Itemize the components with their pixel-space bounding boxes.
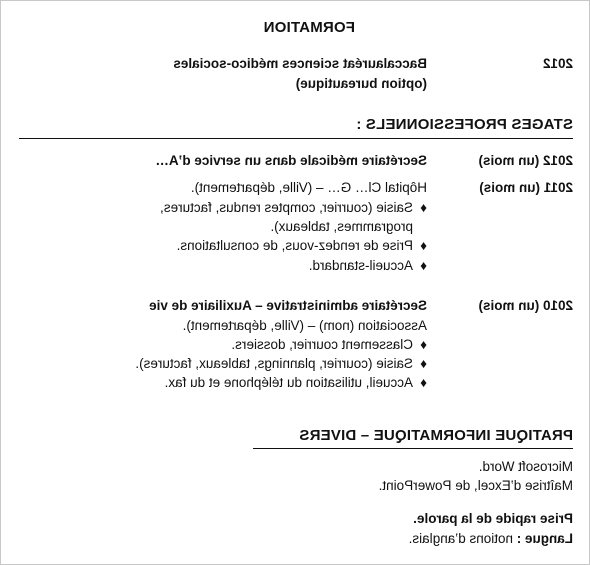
bullet-icon: ♦ <box>420 258 427 273</box>
divers-langue <box>409 531 573 546</box>
divers-prise-parole: Prise rapide de la parole. <box>413 511 573 526</box>
stage-2010-bullet-2: ♦Saisie (courrier, plannings, tableaux, factures). <box>135 356 427 371</box>
langue-label: Langue : <box>516 531 573 546</box>
divers-word: Microsoft Word. <box>478 459 573 474</box>
stage-2011-bullet-1-cont: programmes, tableaux). <box>270 219 413 234</box>
bullet-icon: ♦ <box>420 375 427 390</box>
stage-2010-title: Secrétaire administrative – Auxiliaire de vie <box>149 298 427 313</box>
stage-2011-bullet-3: ♦Accueil-standard. <box>308 258 427 273</box>
divers-heading-rule <box>253 448 573 449</box>
stage-2011-bullet-1: ♦Saisie (courrier, comptes rendus, factures, <box>160 200 427 215</box>
formation-option: (option bureautique) <box>295 76 427 91</box>
formation-degree: Baccalauréat sciences médico-sociales <box>173 56 427 71</box>
formation-year: 2012 <box>542 56 573 71</box>
stage-2012-date: 2012 (un mois) <box>478 153 573 168</box>
divers-heading: PRATIQUE INFORMATIQUE – DIVERS <box>299 427 573 444</box>
bullet-icon: ♦ <box>420 200 427 215</box>
formation-heading: FORMATION <box>263 19 355 36</box>
stages-heading: STAGES PROFESSIONNELS : <box>356 116 573 133</box>
bullet-icon: ♦ <box>420 238 427 253</box>
stage-2010-date: 2010 (un mois) <box>478 298 573 313</box>
stage-2011-bullet-2: ♦Prise de rendez-vous, de consultations. <box>176 238 427 253</box>
bullet-icon: ♦ <box>420 356 427 371</box>
bullet-icon: ♦ <box>420 337 427 352</box>
stage-2011-date: 2011 (un mois) <box>479 180 573 195</box>
stage-2010-bullet-3: ♦Accueil, utilisation du téléphone et du fax. <box>164 375 427 390</box>
stage-2012-title: Secrétaire médicale dans un service d’A… <box>155 153 427 168</box>
stage-2010-bullet-1: ♦Classement courrier, dossiers. <box>231 337 427 352</box>
stages-heading-rule <box>19 138 573 139</box>
cv-document <box>1 1 590 565</box>
divers-excel: Maîtrise d’Excel, de PowerPoint. <box>378 478 573 493</box>
langue-value: notions d’anglais. <box>408 531 517 546</box>
stage-2010-place: Association (nom) – (Ville, département). <box>182 318 427 333</box>
stage-2011-place: Hôpital Cl… G… – (Ville, département). <box>190 180 427 195</box>
